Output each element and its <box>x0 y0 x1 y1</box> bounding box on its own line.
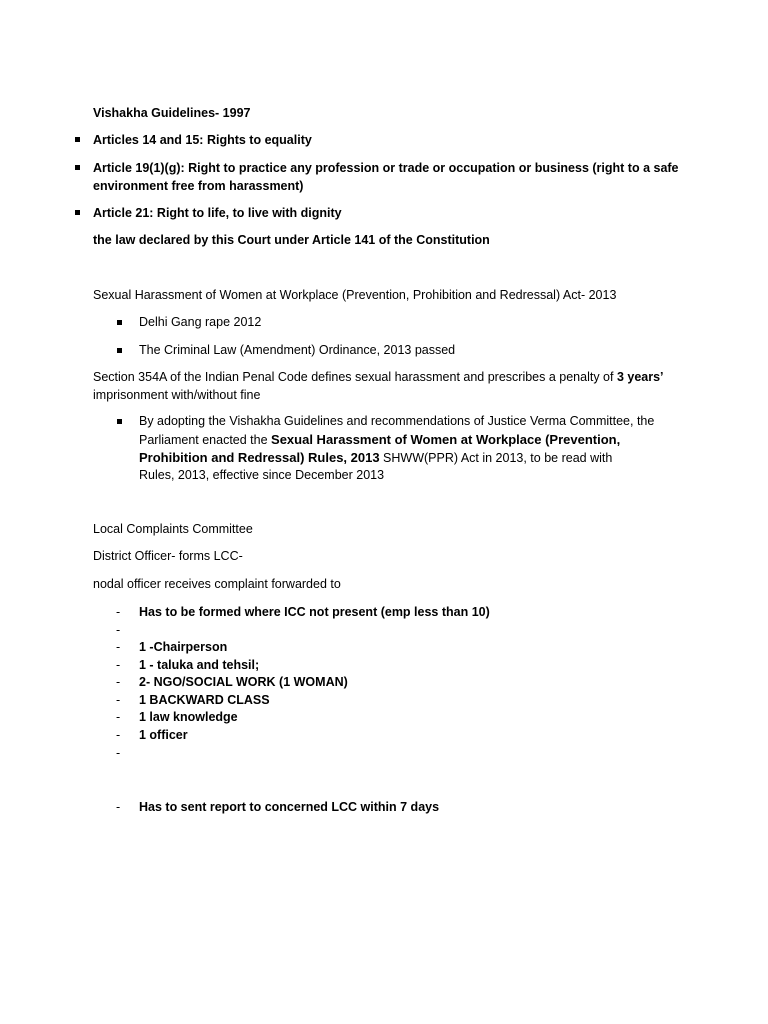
adoption-line3 <box>139 449 612 467</box>
bullet-square-icon <box>75 165 80 170</box>
right-articles-14-15: Articles 14 and 15: Rights to equality <box>93 133 312 147</box>
bullet-square-icon <box>75 210 80 215</box>
nodal-officer-text: nodal officer receives complaint forwarded to <box>93 577 341 591</box>
section-354a-text: Section 354A of the Indian Penal Code defines sexual harassment and prescribes a penalty of <box>93 370 617 384</box>
lcc-point-officer: 1 officer <box>139 728 188 742</box>
list-dash: - <box>116 693 121 707</box>
lcc-point-chairperson: 1 -Chairperson <box>139 640 228 654</box>
section-354a-line1 <box>93 369 664 386</box>
list-dash: - <box>116 728 121 742</box>
bullet-square-icon <box>75 137 80 142</box>
law-declared-text: the law declared by this Court under Article 141 of the Constitution <box>93 233 490 247</box>
list-dash: - <box>116 710 121 724</box>
lcc-point-taluka: 1 - taluka and tehsil; <box>139 658 260 672</box>
bullet-square-icon <box>117 320 122 325</box>
adoption-line2 <box>139 431 620 449</box>
lcc-title: Local Complaints Committee <box>93 522 253 536</box>
lcc-point-law-knowledge: 1 law knowledge <box>139 710 238 724</box>
list-dash: - <box>116 640 121 654</box>
act-point-gang-rape: Delhi Gang rape 2012 <box>139 315 262 329</box>
adoption-rules-name: Prohibition and Redressal) Rules, 2013 <box>139 450 380 465</box>
list-dash: - <box>116 675 121 689</box>
act-point-ordinance: The Criminal Law (Amendment) Ordinance, 2013 passed <box>139 343 456 357</box>
bullet-square-icon <box>117 419 122 424</box>
right-article-19-cont: environment free from harassment) <box>93 179 304 193</box>
list-dash: - <box>116 658 121 672</box>
adoption-line3-text: SHWW(PPR) Act in 2013, to be read with <box>379 451 613 465</box>
list-dash: - <box>116 746 121 760</box>
section-354a-penalty: 3 years’ <box>616 370 664 384</box>
list-dash: - <box>116 623 121 637</box>
adoption-line2-text: Parliament enacted the <box>139 433 272 447</box>
lcc-point-ngo: 2- NGO/SOCIAL WORK (1 WOMAN) <box>139 675 348 689</box>
doc-title: Vishakha Guidelines- 1997 <box>93 106 251 120</box>
lcc-point-formation: Has to be formed where ICC not present (emp less than 10) <box>139 605 490 619</box>
list-dash: - <box>116 800 121 814</box>
adoption-line4: Rules, 2013, effective since December 2013 <box>139 468 385 482</box>
lcc-point-backward-class: 1 BACKWARD CLASS <box>139 693 270 707</box>
right-article-21: Article 21: Right to life, to live with dignity <box>93 206 342 220</box>
act-title: Sexual Harassment of Women at Workplace (Prevention, Prohibition and Redressal) Act- 2013 <box>93 288 617 302</box>
district-officer-text: District Officer- forms LCC- <box>93 549 243 563</box>
adoption-line1: By adopting the Vishakha Guidelines and recommendations of Justice Verma Committee, the <box>139 414 655 428</box>
list-dash: - <box>116 605 121 619</box>
report-point: Has to sent report to concerned LCC within 7 days <box>139 800 440 814</box>
right-article-19: Article 19(1)(g): Right to practice any profession or trade or occupation or business (right to a safe <box>93 161 679 175</box>
adoption-act-name: Sexual Harassment of Women at Workplace (Prevention, <box>271 432 621 447</box>
section-354a-line2: imprisonment with/without fine <box>93 388 261 402</box>
bullet-square-icon <box>117 348 122 353</box>
